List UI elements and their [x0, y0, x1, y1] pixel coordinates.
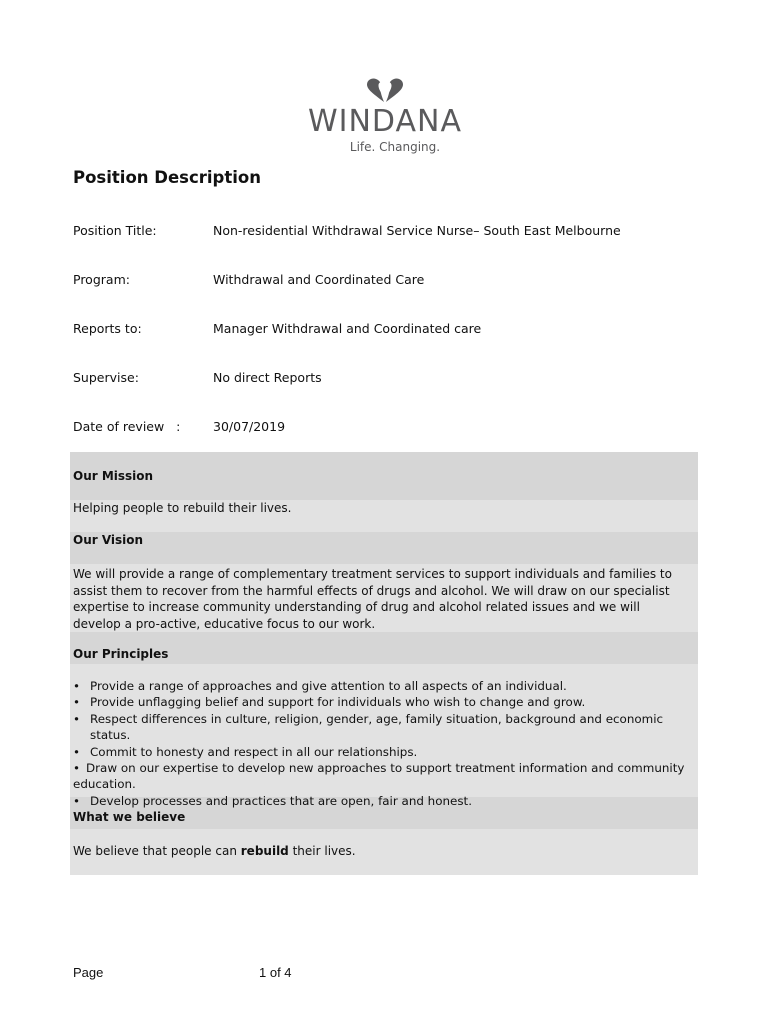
list-item: • Commit to honesty and respect in all our relationships.	[73, 744, 418, 759]
vision-text: We will provide a range of complementary treatment services to support individuals and families to assist them to recover from the harmful effects of drugs and alcohol. We will draw on our specialist expertise to increase community understanding of drug and alcohol related issues and we will develop a pro-active, educative focus to our work.	[73, 567, 672, 631]
believe-heading: What we believe	[73, 810, 186, 824]
windana-logo	[296, 78, 474, 158]
supervise-value: No direct Reports	[213, 370, 322, 385]
date-of-review-value: 30/07/2019	[213, 419, 286, 434]
believe-text: We believe that people can rebuild their lives.	[73, 844, 356, 858]
footer-page-number: 1 of 4	[259, 965, 292, 980]
vision-heading: Our Vision	[73, 533, 144, 547]
position-title-label: Position Title:	[73, 223, 157, 238]
vision-heading-band	[70, 532, 698, 564]
program-label: Program:	[73, 272, 130, 287]
list-item: • Develop processes and practices that are open, fair and honest.	[73, 793, 472, 808]
principles-list	[73, 678, 693, 809]
two-hearts-icon	[363, 78, 407, 104]
logo-tagline: Life. Changing.	[349, 140, 441, 154]
logo-wordmark: WINDANA	[307, 104, 462, 139]
position-title-value: Non-residential Withdrawal Service Nurse– South East Melbourne	[213, 223, 621, 238]
list-item: • Draw on our expertise to develop new approaches to support treatment information and community education.	[73, 761, 685, 792]
date-of-review-label: Date of review :	[73, 419, 181, 434]
reports-to-value: Manager Withdrawal and Coordinated care	[213, 321, 482, 336]
reports-to-label: Reports to:	[73, 321, 142, 336]
list-item: • Respect differences in culture, religion, gender, age, family situation, background and economic status.	[73, 711, 664, 743]
mission-text: Helping people to rebuild their lives.	[73, 501, 292, 515]
principles-heading: Our Principles	[73, 647, 169, 661]
list-item: • Provide a range of approaches and give attention to all aspects of an individual.	[73, 679, 567, 693]
mission-heading: Our Mission	[73, 469, 154, 483]
list-item: • Provide unflagging belief and support for individuals who wish to change and grow.	[73, 695, 586, 710]
supervise-label: Supervise:	[73, 370, 139, 385]
program-value: Withdrawal and Coordinated Care	[213, 272, 425, 287]
organisation-info-panel	[70, 452, 698, 875]
document-title: Position Description	[73, 168, 261, 187]
footer-page-label: Page	[73, 965, 104, 980]
mission-heading-band	[70, 452, 698, 500]
rebuild-emphasis: rebuild	[240, 844, 289, 858]
